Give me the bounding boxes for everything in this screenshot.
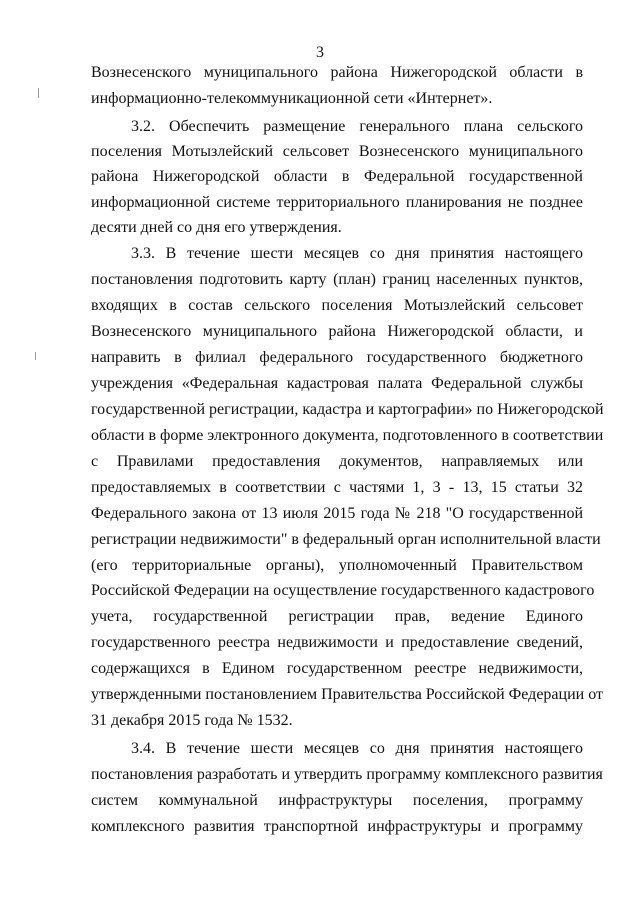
- scan-mark: [35, 352, 36, 360]
- text-line: постановления подготовить карту (план) границ населенных пунктов,: [91, 271, 583, 288]
- text-line: комплексного развития транспортной инфраструктуры и программу: [91, 818, 583, 835]
- text-line: предоставляемых в соответствии с частями 1, 3 - 13, 15 статьи 32: [91, 479, 583, 496]
- text-line: утвержденными постановлением Правительства Российской Федерации от: [91, 686, 603, 703]
- text-line: Вознесенского муниципального района Нижегородской области в: [91, 64, 583, 81]
- text-line: направить в филиал федерального государственного бюджетного: [91, 349, 583, 366]
- text-line: с Правилами предоставления документов, направляемых или: [91, 453, 583, 470]
- text-line: Вознесенского муниципального района Нижегородской области, и: [91, 323, 583, 340]
- text-line: входящих в состав сельского поселения Мотызлейский сельсовет: [91, 297, 583, 314]
- text-line: (его территориальные органы), уполномоченный Правительством: [91, 557, 583, 574]
- text-line: регистрации недвижимости" в федеральный орган исполнительной власти: [91, 531, 601, 548]
- text-line: района Нижегородской области в Федеральной государственной: [91, 168, 583, 185]
- text-line: информационной системе территориального планирования не позднее: [91, 194, 583, 211]
- paragraph-3-4-first-line: 3.4. В течение шести месяцев со дня принятия настоящего: [131, 740, 583, 757]
- text-line: области в форме электронного документа, подготовленного в соответствии: [91, 427, 604, 444]
- text-line: государственной регистрации, кадастра и картографии» по Нижегородской: [91, 401, 604, 418]
- scan-mark: [38, 88, 39, 98]
- text-line: учета, государственной регистрации прав, ведение Единого: [91, 608, 583, 625]
- text-line: поселения Мотызлейский сельсовет Вознесенского муниципального: [91, 143, 583, 160]
- paragraph-3-3-first-line: 3.3. В течение шести месяцев со дня принятия настоящего: [131, 245, 583, 262]
- text-line: информационно-телекоммуникационной сети «Интернет».: [91, 90, 493, 107]
- text-line: учреждения «Федеральная кадастровая палата Федеральной службы: [91, 375, 583, 392]
- text-line: содержащихся в Едином государственном реестре недвижимости,: [91, 660, 583, 677]
- text-line: десяти дней со дня его утверждения.: [91, 219, 342, 236]
- text-line: государственного реестра недвижимости и предоставление сведений,: [91, 634, 583, 651]
- page-number: 3: [316, 44, 324, 61]
- text-line: Российской Федерации на осуществление государственного кадастрового: [91, 582, 595, 599]
- text-line: 31 декабря 2015 года № 1532.: [91, 712, 293, 729]
- paragraph-3-2-first-line: 3.2. Обеспечить размещение генерального плана сельского: [131, 118, 583, 135]
- text-line: систем коммунальной инфраструктуры поселения, программу: [91, 792, 583, 809]
- text-line: постановления разработать и утвердить программу комплексного развития: [91, 766, 603, 783]
- text-line: Федерального закона от 13 июля 2015 года № 218 "О государственной: [91, 505, 583, 522]
